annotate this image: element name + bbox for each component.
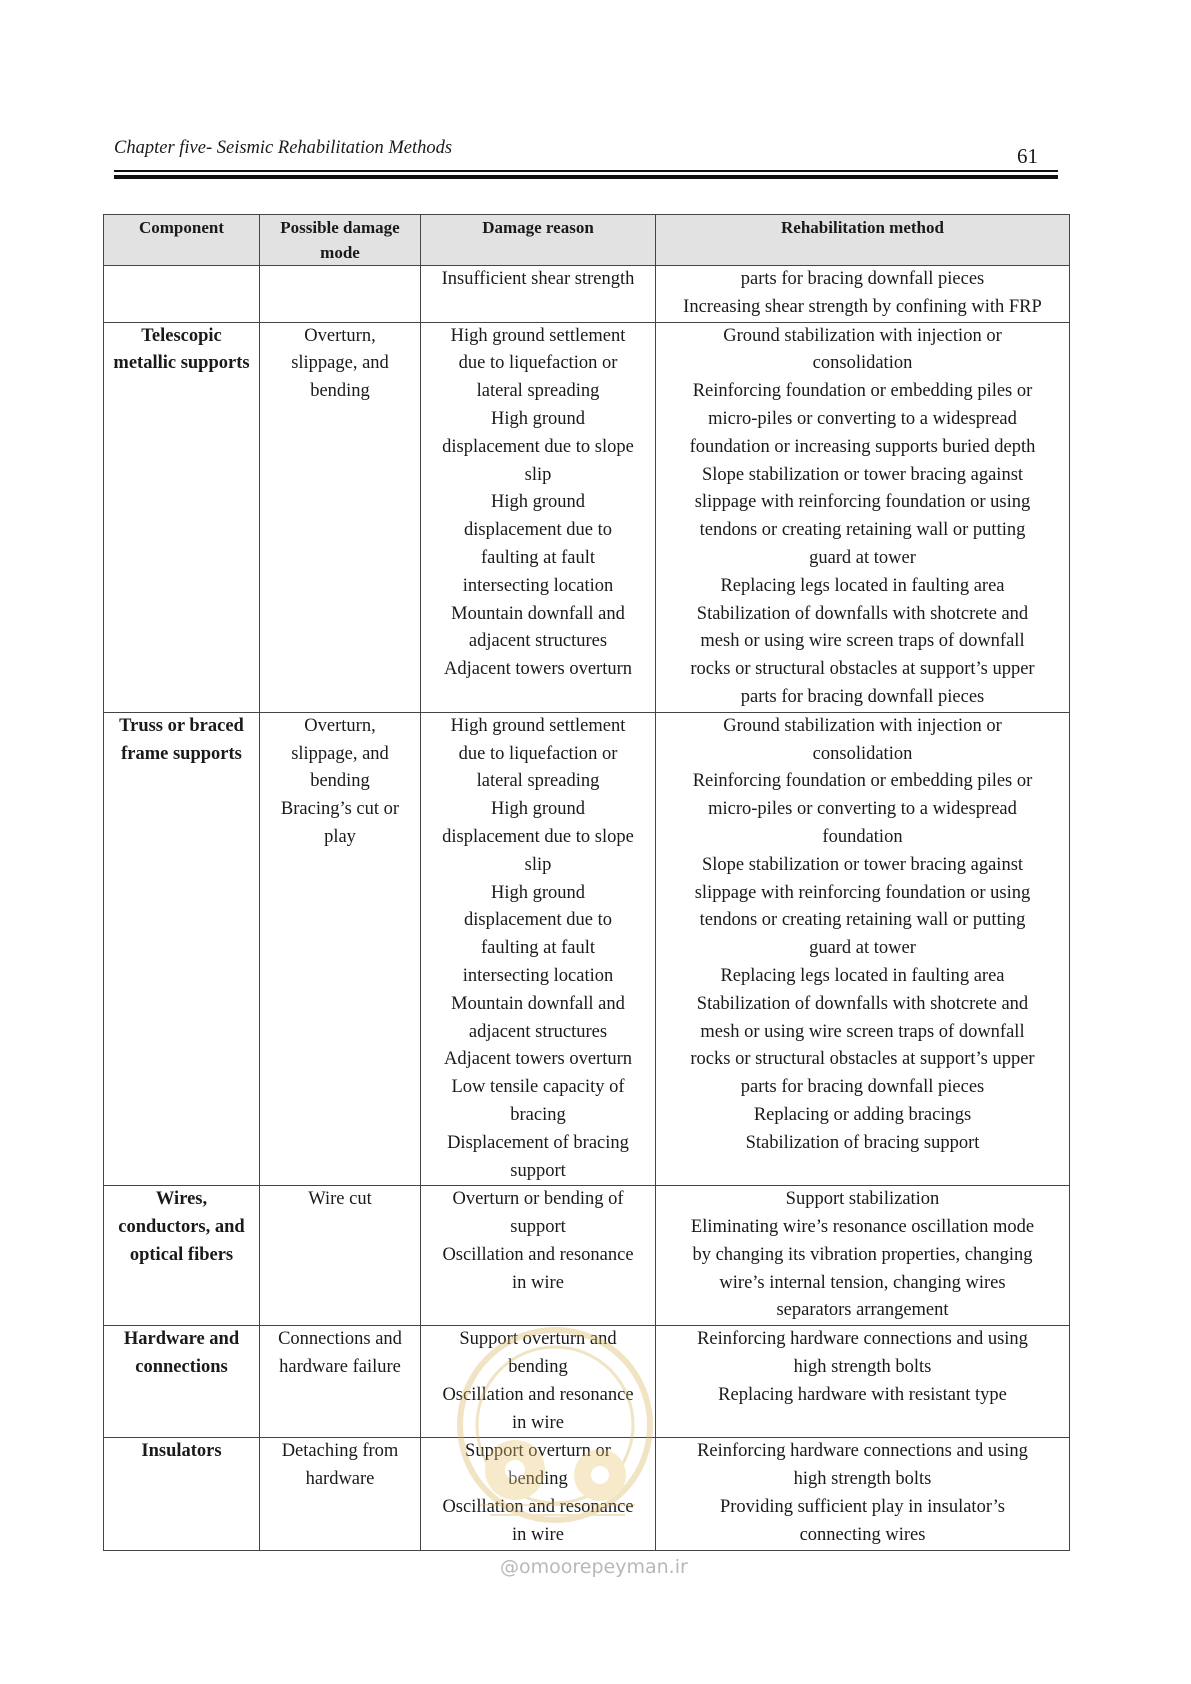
cell-damage-mode bbox=[260, 1186, 421, 1326]
cell-damage-reason bbox=[421, 322, 656, 712]
cell-damage-reason bbox=[421, 1186, 656, 1326]
cell-line: consolidation bbox=[812, 353, 913, 374]
cell-component bbox=[104, 1326, 260, 1438]
cell-line: Replacing or adding bracings bbox=[753, 1104, 972, 1125]
cell-line: Detaching from bbox=[281, 1441, 399, 1462]
page-number: 61 bbox=[1017, 144, 1038, 168]
cell-line: support bbox=[510, 1160, 566, 1181]
cell-line: High ground bbox=[490, 408, 586, 429]
cell-damage-mode bbox=[260, 1438, 421, 1550]
cell-line: Providing sufficient play in insulator’s bbox=[719, 1497, 1005, 1518]
cell-component bbox=[104, 322, 260, 712]
table-row bbox=[104, 322, 1070, 712]
cell-line: micro-piles or converting to a widespread bbox=[708, 799, 1017, 820]
header-component: Component bbox=[104, 215, 260, 266]
chapter-title: Chapter five- Seismic Rehabilitation Methods bbox=[114, 138, 453, 158]
cell-line: Connections and bbox=[278, 1329, 402, 1350]
cell-line: Support overturn and bbox=[459, 1329, 617, 1350]
header-rule-thin bbox=[114, 170, 1058, 172]
cell-line: foundation bbox=[822, 826, 903, 847]
cell-line: bending bbox=[310, 381, 370, 402]
cell-line: Stabilization of bracing support bbox=[745, 1132, 980, 1153]
cell-line: intersecting location bbox=[462, 965, 614, 986]
table-row bbox=[104, 1326, 1070, 1438]
cell-line: Reinforcing hardware connections and using bbox=[697, 1329, 1028, 1350]
cell-line: parts for bracing downfall pieces bbox=[740, 1077, 985, 1098]
cell-line: hardware bbox=[305, 1469, 375, 1490]
cell-line: in wire bbox=[512, 1412, 564, 1433]
cell-damage-mode bbox=[260, 1326, 421, 1438]
header-damage-mode: Possible damage mode bbox=[260, 215, 421, 266]
cell-line: High ground bbox=[490, 799, 586, 820]
cell-line: Low tensile capacity of bbox=[451, 1077, 625, 1098]
cell-rehabilitation-method bbox=[656, 1438, 1070, 1550]
table-row bbox=[104, 1186, 1070, 1326]
cell-line: Overturn, bbox=[304, 325, 376, 346]
cell-line: support bbox=[510, 1217, 566, 1238]
cell-line: guard at tower bbox=[809, 547, 916, 568]
page-header bbox=[114, 130, 1058, 180]
cell-line: bending bbox=[508, 1357, 568, 1378]
cell-line: Reinforcing hardware connections and using bbox=[697, 1441, 1028, 1462]
cell-line: tendons or creating retaining wall or putting bbox=[699, 910, 1026, 931]
cell-line: wire’s internal tension, changing wires bbox=[719, 1272, 1006, 1293]
cell-line: Wires, bbox=[155, 1189, 208, 1210]
cell-line: rocks or structural obstacles at support’s upper bbox=[690, 1049, 1035, 1070]
cell-line: Mountain downfall and bbox=[451, 603, 625, 624]
cell-line: slippage, and bbox=[291, 743, 389, 764]
cell-line: Stabilization of downfalls with shotcrete and bbox=[696, 993, 1029, 1014]
cell-line: lateral spreading bbox=[476, 381, 600, 402]
cell-line: Eliminating wire’s resonance oscillation mode bbox=[690, 1217, 1035, 1238]
cell-line: frame supports bbox=[121, 743, 242, 764]
cell-line: Mountain downfall and bbox=[451, 993, 625, 1014]
cell-line: Wire cut bbox=[308, 1189, 372, 1210]
cell-line: connecting wires bbox=[799, 1524, 926, 1545]
cell-line: due to liquefaction or bbox=[458, 743, 618, 764]
cell-line: Reinforcing foundation or embedding piles or bbox=[692, 771, 1033, 792]
cell-line: faulting at fault bbox=[480, 547, 596, 568]
cell-line: conductors, and bbox=[118, 1217, 245, 1238]
cell-line: Stabilization of downfalls with shotcrete and bbox=[696, 603, 1029, 624]
cell-line: bending bbox=[310, 771, 370, 792]
cell-rehabilitation-method bbox=[656, 712, 1070, 1186]
cell-line: in wire bbox=[512, 1524, 564, 1545]
cell-component bbox=[104, 1186, 260, 1326]
cell-line: slippage with reinforcing foundation or using bbox=[694, 492, 1031, 513]
cell-line: Replacing legs located in faulting area bbox=[720, 575, 1005, 596]
cell-line: Overturn or bending of bbox=[452, 1189, 624, 1210]
cell-line: Displacement of bracing bbox=[447, 1132, 629, 1153]
header-damage-reason: Damage reason bbox=[421, 215, 656, 266]
cell-rehabilitation-method bbox=[656, 1186, 1070, 1326]
cell-line: Telescopic bbox=[141, 325, 222, 346]
cell-line: displacement due to bbox=[464, 520, 612, 541]
table-row bbox=[104, 266, 1070, 323]
cell-line: adjacent structures bbox=[468, 631, 608, 652]
table-body bbox=[104, 266, 1070, 1551]
cell-damage-reason bbox=[421, 712, 656, 1186]
cell-line: optical fibers bbox=[129, 1244, 234, 1265]
cell-line: high strength bolts bbox=[793, 1469, 932, 1490]
cell-rehabilitation-method bbox=[656, 322, 1070, 712]
cell-line: due to liquefaction or bbox=[458, 353, 618, 374]
cell-line: mesh or using wire screen traps of downfall bbox=[700, 1021, 1025, 1042]
cell-damage-mode bbox=[260, 266, 421, 323]
cell-line: slippage, and bbox=[291, 353, 389, 374]
cell-line: consolidation bbox=[812, 743, 913, 764]
cell-line: Slope stabilization or tower bracing against bbox=[701, 464, 1024, 485]
header-rule-thick bbox=[114, 175, 1058, 179]
cell-damage-reason bbox=[421, 1438, 656, 1550]
cell-line: parts for bracing downfall pieces bbox=[740, 686, 985, 707]
cell-line: tendons or creating retaining wall or putting bbox=[699, 520, 1026, 541]
cell-line: Ground stabilization with injection or bbox=[723, 325, 1002, 346]
table-row bbox=[104, 1438, 1070, 1550]
cell-line: displacement due to slope bbox=[442, 826, 634, 847]
cell-line: displacement due to bbox=[464, 910, 612, 931]
cell-line: Insulators bbox=[141, 1441, 222, 1462]
cell-line: Truss or braced bbox=[119, 715, 244, 736]
rehabilitation-table bbox=[103, 214, 1070, 1551]
cell-line: lateral spreading bbox=[476, 771, 600, 792]
cell-component bbox=[104, 712, 260, 1186]
cell-line: Insufficient shear strength bbox=[441, 269, 635, 289]
cell-line: bracing bbox=[510, 1104, 566, 1125]
cell-line: bending bbox=[508, 1469, 568, 1490]
cell-line: Overturn, bbox=[304, 715, 376, 736]
cell-line: displacement due to slope bbox=[442, 436, 634, 457]
cell-line: rocks or structural obstacles at support’s upper bbox=[690, 659, 1035, 680]
cell-line: parts for bracing downfall pieces bbox=[740, 269, 985, 289]
cell-damage-mode bbox=[260, 322, 421, 712]
cell-line: intersecting location bbox=[462, 575, 614, 596]
cell-rehabilitation-method bbox=[656, 1326, 1070, 1438]
cell-line: High ground bbox=[490, 492, 586, 513]
cell-line: connections bbox=[135, 1357, 228, 1378]
watermark-text: @omoorepeyman.ir bbox=[500, 1556, 688, 1578]
cell-line: by changing its vibration properties, changing bbox=[692, 1244, 1033, 1265]
cell-line: guard at tower bbox=[809, 938, 916, 959]
header-rehabilitation-method: Rehabilitation method bbox=[656, 215, 1070, 266]
cell-line: high strength bolts bbox=[793, 1357, 932, 1378]
cell-line: mesh or using wire screen traps of downfall bbox=[700, 631, 1025, 652]
cell-line: separators arrangement bbox=[776, 1300, 949, 1321]
cell-line: faulting at fault bbox=[480, 938, 596, 959]
cell-line: Reinforcing foundation or embedding piles or bbox=[692, 381, 1033, 402]
cell-line: Support stabilization bbox=[785, 1189, 940, 1210]
table-row bbox=[104, 712, 1070, 1186]
cell-line: Replacing legs located in faulting area bbox=[720, 965, 1005, 986]
cell-line: hardware failure bbox=[279, 1357, 401, 1378]
cell-line: Adjacent towers overturn bbox=[443, 1049, 633, 1070]
cell-line: Ground stabilization with injection or bbox=[723, 715, 1002, 736]
cell-line: Adjacent towers overturn bbox=[443, 659, 633, 680]
cell-line: High ground settlement bbox=[450, 325, 626, 346]
cell-line: Oscillation and resonance bbox=[442, 1384, 634, 1405]
cell-line: foundation or increasing supports buried depth bbox=[689, 436, 1036, 457]
cell-line: slip bbox=[524, 464, 552, 485]
table-header-row bbox=[104, 215, 1070, 266]
cell-component bbox=[104, 266, 260, 323]
cell-line: in wire bbox=[512, 1272, 564, 1293]
cell-line: Oscillation and resonance bbox=[442, 1497, 634, 1518]
cell-line: Oscillation and resonance bbox=[442, 1244, 634, 1265]
cell-damage-reason bbox=[421, 266, 656, 323]
cell-line: metallic supports bbox=[113, 353, 250, 374]
cell-line: Hardware and bbox=[123, 1329, 240, 1350]
cell-line: Replacing hardware with resistant type bbox=[718, 1384, 1007, 1405]
cell-line: Support overturn or bbox=[465, 1441, 611, 1462]
cell-line: Bracing’s cut or bbox=[280, 799, 400, 820]
cell-rehabilitation-method bbox=[656, 266, 1070, 323]
cell-damage-reason bbox=[421, 1326, 656, 1438]
cell-damage-mode bbox=[260, 712, 421, 1186]
cell-line: High ground settlement bbox=[450, 715, 626, 736]
cell-component bbox=[104, 1438, 260, 1550]
cell-line: slip bbox=[524, 854, 552, 875]
cell-line: micro-piles or converting to a widespread bbox=[708, 408, 1017, 429]
cell-line: adjacent structures bbox=[468, 1021, 608, 1042]
cell-line: slippage with reinforcing foundation or using bbox=[694, 882, 1031, 903]
cell-line: Increasing shear strength by confining with FRP bbox=[683, 296, 1042, 317]
cell-line: High ground bbox=[490, 882, 586, 903]
cell-line: Slope stabilization or tower bracing against bbox=[701, 854, 1024, 875]
cell-line: play bbox=[324, 826, 356, 847]
